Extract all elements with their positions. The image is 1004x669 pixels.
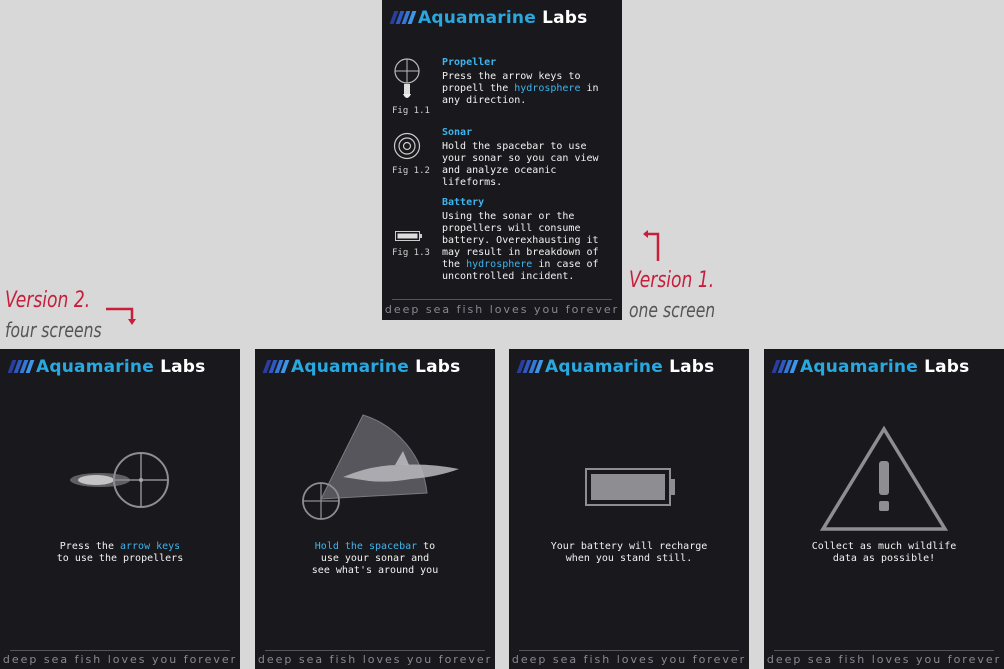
screen-goal xyxy=(764,349,1004,669)
section-title: Sonar xyxy=(442,127,473,138)
brand-logo: Aquamarine Labs xyxy=(519,357,714,378)
sonar-section xyxy=(442,127,617,189)
stripes-icon xyxy=(392,9,416,29)
arrow-up-icon xyxy=(642,229,662,263)
instruction-text: Collect as much wildlife data as possible! xyxy=(811,541,957,564)
section-title: Battery xyxy=(442,197,485,208)
version1-label: Version 1. xyxy=(629,268,715,293)
section-title: Propeller xyxy=(442,57,497,68)
version1-sublabel: one screen xyxy=(629,298,716,322)
footer-tagline: deep sea fish loves you forever xyxy=(2,653,238,666)
section-text: Hold the spacebar to use your sonar so you can view and analyze oceanic lifeforms. xyxy=(442,141,599,188)
battery-section xyxy=(442,197,617,283)
version2-label: Version 2. xyxy=(5,288,91,313)
warning-icon xyxy=(819,425,949,533)
stripes-icon xyxy=(265,358,289,378)
version2-sublabel: four screens xyxy=(5,318,102,342)
footer-tagline: deep sea fish loves you forever xyxy=(384,303,620,316)
stripes-icon xyxy=(10,358,34,378)
footer-tagline: deep sea fish loves you forever xyxy=(766,653,1002,666)
sonar-icon xyxy=(393,132,421,160)
footer-divider xyxy=(519,650,739,651)
battery-icon xyxy=(585,468,677,506)
screen-sonar xyxy=(255,349,495,669)
sonar-icon xyxy=(299,407,467,527)
stripes-icon xyxy=(519,358,543,378)
instruction-text: Hold the spacebar to use your sonar and see what's around you xyxy=(311,541,439,576)
footer-divider xyxy=(774,650,994,651)
fig-label: Fig 1.1 xyxy=(392,106,430,116)
footer-tagline: deep sea fish loves you forever xyxy=(511,653,747,666)
propeller-icon xyxy=(68,449,176,509)
propeller-section xyxy=(442,57,617,107)
brand-logo: Aquamarine Labs xyxy=(774,357,969,378)
stripes-icon xyxy=(774,358,798,378)
propeller-icon xyxy=(392,56,422,104)
version1-panel xyxy=(382,0,622,320)
section-text: Press the arrow keys to propell the hydrosphere in any direction. xyxy=(442,71,599,106)
brand-logo: Aquamarine Labs xyxy=(265,357,460,378)
footer-divider xyxy=(392,299,612,300)
battery-icon xyxy=(395,231,423,241)
footer-divider xyxy=(265,650,485,651)
footer-divider xyxy=(10,650,230,651)
screen-battery xyxy=(509,349,749,669)
fig-label: Fig 1.3 xyxy=(392,248,430,258)
arrow-down-icon xyxy=(106,306,140,328)
footer-tagline: deep sea fish loves you forever xyxy=(257,653,493,666)
instruction-text: Press the arrow keys to use the propellers xyxy=(56,541,184,564)
instruction-text: Your battery will recharge when you stand still. xyxy=(550,541,708,564)
section-text: Using the sonar or the propellers will consume battery. Overexhausting it may result in breakdown of the hydrosphere in case of uncontrolled incident. xyxy=(442,211,599,282)
screen-propeller xyxy=(0,349,240,669)
fig-label: Fig 1.2 xyxy=(392,166,430,176)
brand-logo: Aquamarine Labs xyxy=(392,8,587,29)
brand-logo: Aquamarine Labs xyxy=(10,357,205,378)
